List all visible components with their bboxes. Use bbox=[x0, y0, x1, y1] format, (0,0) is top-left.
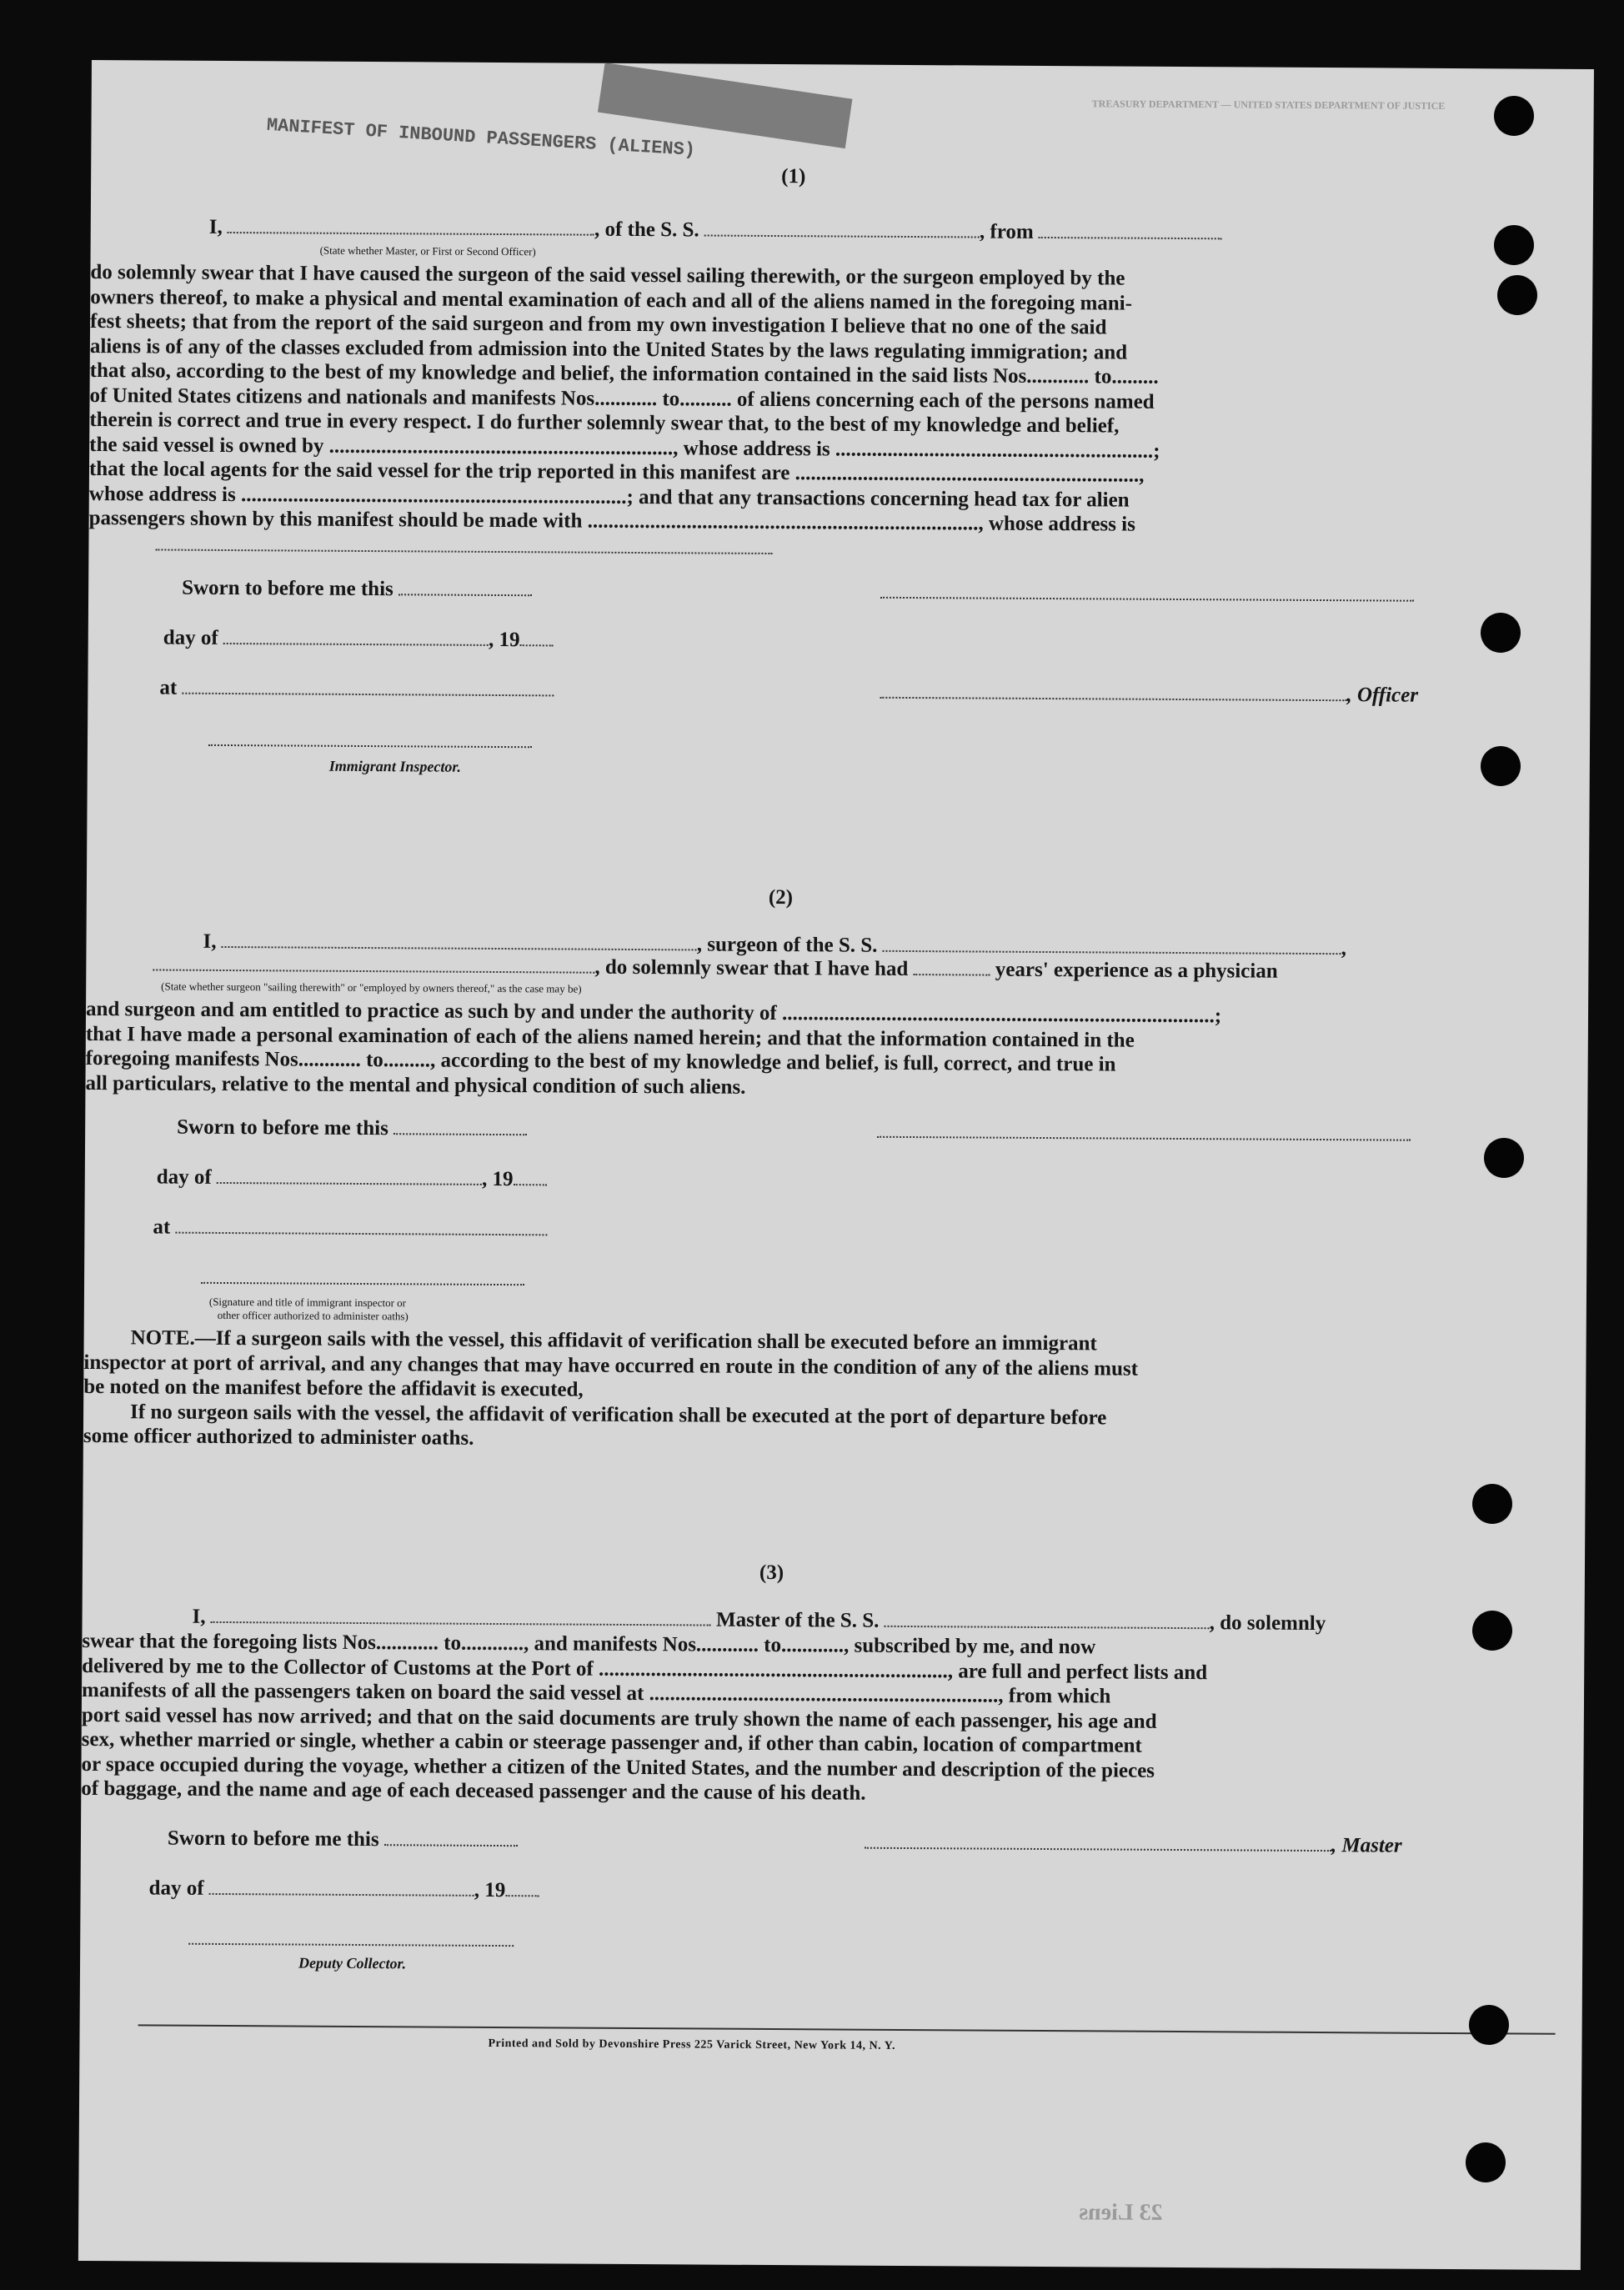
s2-sworn-label: Sworn to before me this bbox=[177, 1115, 388, 1140]
punch-hole bbox=[1481, 746, 1521, 786]
s1-i: I, bbox=[208, 215, 223, 238]
s3-sworn-date-field[interactable] bbox=[384, 1829, 518, 1847]
s2-text-line: that I have made a personal examination of each of the aliens named herein; and that the information contained in the bbox=[85, 1022, 1135, 1052]
s3-text-line: of baggage, and the name and age of each deceased passenger and the cause of his death. bbox=[81, 1776, 866, 1805]
s2-at-field[interactable] bbox=[175, 1217, 547, 1236]
s3-text-line: manifests of all the passengers taken on board the said vessel at ..................................................................., from which bbox=[81, 1678, 1111, 1708]
years-experience-field[interactable] bbox=[914, 959, 990, 976]
s2-i: I, bbox=[203, 930, 217, 953]
s1-officer-sig bbox=[880, 580, 1414, 609]
s2-sig-caption-1: (Signature and title of immigrant inspector or bbox=[208, 1295, 407, 1310]
punch-hole bbox=[1472, 1484, 1512, 1524]
note-line: inspector at port of arrival, and any changes that may have occurred en route in the condition of any of the aliens must bbox=[83, 1350, 1139, 1381]
from-port-field[interactable] bbox=[1039, 222, 1222, 239]
s2-line1: I, , surgeon of the S. S. , bbox=[203, 930, 1347, 960]
s2-day-label: day of bbox=[156, 1165, 212, 1189]
s2-vessel-field[interactable] bbox=[883, 935, 1341, 955]
s1-19: , 19 bbox=[488, 628, 520, 652]
punch-hole bbox=[1484, 1138, 1524, 1178]
s3-day-label: day of bbox=[148, 1877, 204, 1900]
s2-surgeon-ss: , surgeon of the S. S. bbox=[696, 933, 878, 957]
s3-text-line: swear that the foregoing lists Nos............ to............, and manifests Nos............ to............, subscribed by me, and now bbox=[82, 1629, 1096, 1659]
s2-note bbox=[83, 1325, 1536, 1457]
punch-hole bbox=[1494, 225, 1534, 265]
punch-hole bbox=[1481, 613, 1521, 653]
s1-officer-signature-field[interactable] bbox=[880, 582, 1414, 602]
manifest-stamp: MANIFEST OF INBOUND PASSENGERS (ALIENS) bbox=[266, 114, 696, 161]
s2-day-of bbox=[157, 1165, 547, 1193]
s3-master-sig bbox=[865, 1831, 1402, 1859]
surgeon-status-field[interactable] bbox=[153, 954, 594, 973]
punch-hole bbox=[1494, 96, 1534, 136]
s1-address-line bbox=[155, 532, 772, 561]
s2-day-field[interactable] bbox=[217, 1167, 482, 1185]
s3-master-ss: Master of the S. S. bbox=[715, 1608, 880, 1632]
s2-year-field[interactable] bbox=[513, 1169, 546, 1185]
s2-inspector-sig bbox=[201, 1265, 524, 1292]
faint-header-text: TREASURY DEPARTMENT — UNITED STATES DEPARTMENT OF JUSTICE bbox=[1091, 98, 1446, 112]
mirrored-bottom-text: 23 Liens bbox=[1079, 2199, 1163, 2226]
manifest-sheet bbox=[78, 60, 1594, 2270]
s2-oath-text bbox=[85, 997, 1538, 1105]
s3-year-field[interactable] bbox=[505, 1880, 539, 1897]
s1-sworn-label: Sworn to before me this bbox=[182, 576, 393, 601]
s1-year-field[interactable] bbox=[519, 629, 553, 646]
s1-inspector-sig bbox=[208, 728, 532, 754]
s2-text-line: and surgeon and am entitled to practice as such by and under the authority of ...................................................................................; bbox=[85, 997, 1222, 1028]
s3-sworn bbox=[168, 1826, 518, 1854]
s3-text-line: sex, whether married or single, whether a cabin or steerage passenger and, if other than cabin, location of compartment bbox=[81, 1727, 1142, 1757]
s3-deputy-signature-field[interactable] bbox=[188, 1928, 514, 1947]
s1-day-of bbox=[163, 626, 554, 654]
s2-at bbox=[153, 1215, 547, 1242]
s1-at bbox=[159, 676, 554, 704]
s3-deputy-label: Deputy Collector. bbox=[298, 1954, 407, 1972]
s3-day-of bbox=[149, 1876, 539, 1903]
note-line: some officer authorized to administer oaths. bbox=[83, 1424, 474, 1450]
s3-text-line: delivered by me to the Collector of Customs at the Port of ..................................................................., are full and perfect lists and bbox=[82, 1654, 1208, 1684]
punch-hole bbox=[1466, 2142, 1506, 2182]
s1-oath-text bbox=[89, 260, 1543, 539]
s1-officer-line bbox=[880, 680, 1418, 709]
s3-oath-text bbox=[81, 1629, 1534, 1810]
s3-master-signature-field[interactable] bbox=[865, 1832, 1331, 1852]
s2-caption: (State whether surgeon "sailing therewith" or "employed by owners thereof," as the case may be) bbox=[161, 980, 582, 995]
punch-hole bbox=[1472, 1611, 1512, 1651]
s2-inspector-signature-field[interactable] bbox=[201, 1267, 524, 1285]
s1-text-line: do solemnly swear that I have caused the surgeon of the said vessel sailing therewith, or the surgeon employed by the bbox=[90, 260, 1125, 290]
s1-officer-name-field[interactable] bbox=[880, 682, 1346, 701]
s2-19: , 19 bbox=[481, 1167, 514, 1191]
s2-years: years' experience as a physician bbox=[995, 958, 1278, 983]
s1-day-field[interactable] bbox=[223, 628, 489, 646]
section-2-number: (2) bbox=[768, 885, 794, 909]
s3-text-line: or space occupied during the voyage, whether a citizen of the United States, and the number and description of the pieces bbox=[81, 1752, 1155, 1782]
s1-text-line: of United States citizens and nationals and manifests Nos............ to.......... of aliens concerning each of the persons named bbox=[89, 383, 1155, 413]
officer-title-field[interactable] bbox=[228, 217, 594, 236]
s2-sig-caption-2: other officer authorized to administer oaths) bbox=[217, 1308, 409, 1323]
s2-sig bbox=[877, 1120, 1411, 1148]
s1-officer-label: , Officer bbox=[1346, 684, 1419, 707]
s3-i: I, bbox=[192, 1605, 206, 1628]
s2-text-line: all particulars, relative to the mental and physical condition of such aliens. bbox=[85, 1071, 746, 1099]
s2-sworn bbox=[177, 1115, 527, 1143]
s1-text-line: owners thereof, to make a physical and mental examination of each and all of the aliens named in the foregoing mani- bbox=[90, 285, 1133, 315]
note-line: NOTE.—If a surgeon sails with the vessel, this affidavit of verification shall be executed before an immigrant bbox=[130, 1326, 1097, 1355]
s1-inspector-label: Immigrant Inspector. bbox=[328, 757, 461, 775]
s1-from: , from bbox=[979, 220, 1034, 243]
printer-line: Printed and Sold by Devonshire Press 225 Varick Street, New York 14, N. Y. bbox=[488, 2037, 896, 2052]
s3-day-field[interactable] bbox=[209, 1878, 474, 1897]
s1-inspector-signature-field[interactable] bbox=[208, 729, 532, 748]
s1-of-ss: , of the S. S. bbox=[594, 218, 699, 242]
s3-deputy-sig bbox=[188, 1927, 514, 1953]
s1-text-line: that also, according to the best of my knowledge and belief, the information contained in the said lists Nos............ to......... bbox=[89, 358, 1159, 388]
s2-at-label: at bbox=[153, 1215, 171, 1239]
s1-at-label: at bbox=[159, 676, 178, 699]
s1-sworn-date-field[interactable] bbox=[398, 579, 532, 596]
s1-day-label: day of bbox=[163, 626, 218, 649]
s3-end: , do solemnly bbox=[1209, 1611, 1326, 1636]
s2-sworn-date-field[interactable] bbox=[393, 1118, 527, 1135]
vessel-name-field[interactable] bbox=[704, 219, 980, 238]
s2-swear: , do solemnly swear that I have had bbox=[594, 955, 909, 981]
punch-hole bbox=[1469, 2005, 1509, 2045]
s1-at-field[interactable] bbox=[182, 678, 554, 697]
s3-vessel-field[interactable] bbox=[885, 1611, 1210, 1629]
s3-master-label: , Master bbox=[1331, 1834, 1402, 1857]
s1-text-line: fest sheets; that from the report of the said surgeon and from my own investigation I believe that no one of the said bbox=[90, 309, 1107, 339]
s2-text-line: foregoing manifests Nos............ to........., according to the best of my knowledge and belief, is full, correct, and true in bbox=[85, 1046, 1116, 1076]
s1-text-line: whose address is ..........................................................................; and that any transactions concerning head tax for alien bbox=[88, 482, 1130, 512]
s3-sworn-label: Sworn to before me this bbox=[167, 1826, 379, 1852]
s1-text-line: aliens is of any of the classes excluded from admission into the United States by the laws regulating immigration; and bbox=[89, 334, 1128, 364]
punch-hole bbox=[1497, 275, 1537, 315]
section-1-number: (1) bbox=[781, 165, 806, 188]
s3-19: , 19 bbox=[474, 1878, 506, 1902]
section-3-number: (3) bbox=[759, 1561, 784, 1585]
s1-text-line: the said vessel is owned by .................................................................., whose address is .............................................................; bbox=[89, 433, 1160, 463]
s1-sworn bbox=[182, 576, 532, 604]
surgeon-name-field[interactable] bbox=[222, 931, 697, 950]
note-line: be noted on the manifest before the affidavit is executed, bbox=[83, 1375, 584, 1401]
s1-text-line: passengers shown by this manifest should be made with ..........................................................................., whose address is bbox=[88, 506, 1135, 536]
s2-surgeon-signature-field[interactable] bbox=[877, 1121, 1411, 1141]
master-name-field[interactable] bbox=[211, 1606, 711, 1626]
s1-text-line: that the local agents for the said vessel for the trip reported in this manifest are .................................................................., bbox=[88, 457, 1145, 487]
note-line: If no surgeon sails with the vessel, the affidavit of verification shall be executed at the port of departure before bbox=[130, 1400, 1107, 1429]
s1-text-line: therein is correct and true in every respect. I do further solemnly swear that, to the best of my knowledge and belief, bbox=[89, 408, 1120, 438]
s1-caption: (State whether Master, or First or Second Officer) bbox=[319, 243, 536, 258]
s3-text-line: port said vessel has now arrived; and that on the said documents are truly shown the name of each passenger, his age and bbox=[81, 1703, 1157, 1733]
head-tax-address-field[interactable] bbox=[155, 534, 772, 554]
